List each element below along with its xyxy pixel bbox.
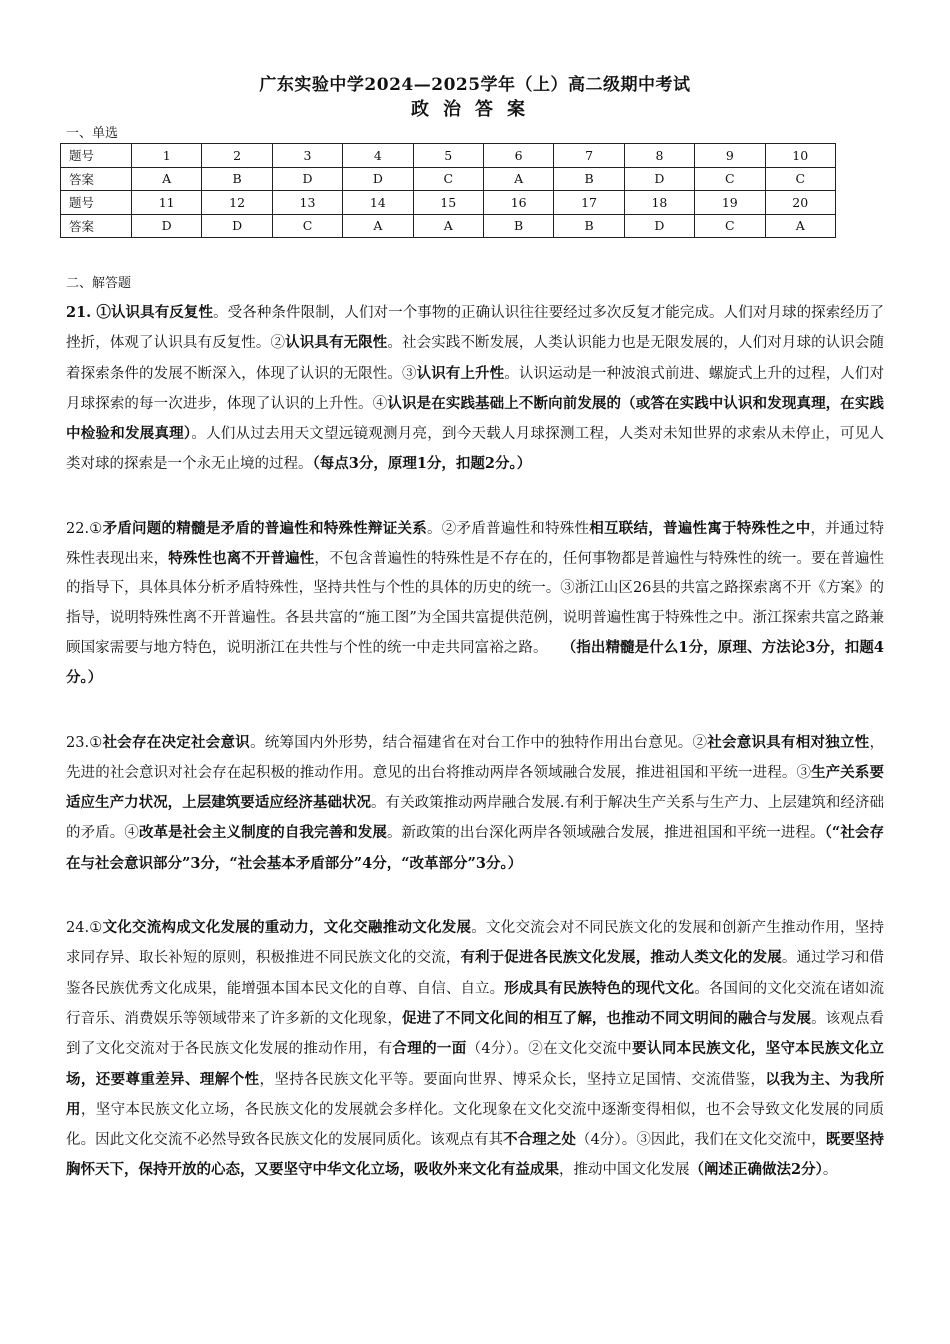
answer-21-text: 认识具有反复性 xyxy=(110,304,214,321)
page-title: 广东实验中学2024—2025学年（上）高二级期中考试 xyxy=(259,75,691,95)
answer-cell: B xyxy=(202,167,272,191)
answer-22 xyxy=(66,514,884,694)
answer-23-text: ，先进的社会意识对社会存在起积极的推动作用。意见的出台将推动两岸各领域融合发展，推进祖国和平统一进程。③ xyxy=(66,734,885,781)
answer-24-text: 以我为主、为我所用 xyxy=(66,1070,885,1118)
question-number: 2 xyxy=(202,144,272,168)
answer-22-text: 矛盾问题的精髓是矛盾的普遍性和特殊性辩证关系 xyxy=(102,519,428,537)
answer-24-text: 。通过学习和借鉴各民族优秀文化成果，能增强本国本民文化的自尊、自信、自立。 xyxy=(66,950,885,997)
table-row xyxy=(61,191,836,215)
question-number: 8 xyxy=(624,144,694,168)
question-number: 1 xyxy=(132,144,202,168)
answer-24-text: 。该观点看到了文化交流对于各民族文化发展的推动作用，有 xyxy=(66,1010,885,1058)
answer-23-text: 改革是社会主义制度的自我完善和发展 xyxy=(138,824,387,842)
answer-cell: C xyxy=(413,167,483,191)
answer-24-text: 文化交流构成文化发展的重动力，文化交融推动文化发展 xyxy=(102,919,472,937)
answer-cell: C xyxy=(695,214,765,238)
answer-21-text: 认识具有无限性 xyxy=(285,334,388,352)
answer-21-text: 。认识运动是一种波浪式前进、螺旋式上升的过程，人们对月球探索的每一次进步，体现了认识的上升性。④ xyxy=(66,365,885,412)
question-number: 4 xyxy=(343,144,413,168)
question-number: 3 xyxy=(272,144,342,168)
answer-23 xyxy=(66,728,884,879)
answer-24-text: 既要坚持胸怀天下，保持开放的心态，又要坚守中华文化立场，吸收外来文化有益成果 xyxy=(66,1131,884,1179)
answer-key-table xyxy=(60,143,836,238)
answer-21-text: 21. ① xyxy=(66,304,111,321)
answer-cell: D xyxy=(624,214,694,238)
answer-24-text: ，推动中国文化发展 xyxy=(559,1162,690,1179)
answer-cell: D xyxy=(132,214,202,238)
answer-24-text: （4分）。②在文化交流中 xyxy=(466,1041,633,1058)
question-number: 14 xyxy=(343,191,413,215)
answer-cell: B xyxy=(483,214,553,238)
question-number: 18 xyxy=(624,191,694,215)
answer-cell: D xyxy=(202,214,272,238)
answer-cell: C xyxy=(695,167,765,191)
answer-24-text: （4分）。③因此，我们在文化交流中， xyxy=(576,1132,826,1149)
page-subtitle: 政治答案 xyxy=(411,99,539,120)
answer-21-text: 。社会实践不断发展，人类认识能力也是无限发展的，人们对月球的认识会随着探索条件的发展不断深入，体现了认识的无限性。③ xyxy=(66,335,885,382)
row-label-answer: 答案 xyxy=(61,167,132,191)
essay-answers xyxy=(66,298,884,1186)
answer-24-text: 形成具有民族特色的现代文化 xyxy=(504,979,695,997)
answer-23-text: 生产关系要适应生产力状况，上层建筑要适应经济基础状况 xyxy=(66,763,884,812)
answer-22-text: ，不包含普遍性的特殊性是不存在的，任何事物都是普遍性与特殊性的统一。要在普遍性的指导下，具体具体分析矛盾特殊性，坚持共性与个性的具体的历史的统一。③浙江山区26县的共富之路探索离不开《方案》的指导，说明特殊性离不开普遍性。各县共富的“施工图”为全国共富提供范例，说明普遍性寓于特殊性之中。浙江探索共富之路兼顾国家需要与地方特色，说明浙江在共性与个性的统一中走共同富裕之路。 xyxy=(66,551,885,656)
answer-24-text: ，坚守本民族文化立场，各民族文化的发展就会多样化。文化现象在文化交流中逐渐变得相似，也不会导致文化发展的同质化。因此文化交流不必然导致各民族文化的发展同质化。该观点有其 xyxy=(66,1101,885,1149)
answer-cell: A xyxy=(483,167,553,191)
answer-cell: B xyxy=(554,214,624,238)
answer-23-text: 社会意识具有相对独立性 xyxy=(707,733,870,751)
question-number: 13 xyxy=(272,191,342,215)
answer-22-text: 22.① xyxy=(66,520,103,537)
answer-cell: A xyxy=(413,214,483,238)
question-number: 15 xyxy=(413,191,483,215)
answer-21-text: 。受各种条件限制，人们对一个事物的正确认识往往要经过多次反复才能完成。人们对月球的探索经历了挫折，体观了认识具有反复性。② xyxy=(66,305,885,352)
question-number: 9 xyxy=(695,144,765,168)
answer-cell: B xyxy=(554,167,624,191)
answer-21-scoring: （每点3分，原理1分，扣题2分。） xyxy=(312,455,532,473)
section-single-choice-label: 一、单选 xyxy=(66,126,119,141)
answer-24-text: 不合理之处 xyxy=(503,1131,577,1149)
question-number: 12 xyxy=(202,191,272,215)
question-number: 17 xyxy=(554,191,624,215)
answer-cell: D xyxy=(343,167,413,191)
answer-24-text: 有利于促进各民族文化发展，推动人类文化的发展 xyxy=(460,949,782,967)
answer-cell: A xyxy=(132,167,202,191)
answer-cell: A xyxy=(343,214,413,238)
answer-22-text: ，并通过特殊性表现出来， xyxy=(66,520,885,568)
question-number: 16 xyxy=(483,191,553,215)
answer-24-text: 要认同本民族文化，坚守本民族文化立场，还要尊重差异、理解个性 xyxy=(66,1040,884,1088)
question-number: 5 xyxy=(413,144,483,168)
answer-cell: C xyxy=(272,214,342,238)
answer-22-text: 相互联结，普遍性寓于特殊性之中 xyxy=(589,519,811,537)
row-label-answer: 答案 xyxy=(61,214,132,238)
question-number: 11 xyxy=(132,191,202,215)
answer-24-text: 合理的一面 xyxy=(392,1040,467,1058)
table-row xyxy=(61,144,836,168)
answer-23-text: 。有关政策推动两岸融合发展.有利于解决生产关系与生产力、上层建筑和经济础的矛盾。④ xyxy=(66,795,885,842)
question-number: 10 xyxy=(765,144,835,168)
answer-cell: C xyxy=(765,167,835,191)
table-row xyxy=(61,167,836,191)
answer-22-text: 。②矛盾普遍性和特殊性 xyxy=(427,520,590,537)
answer-21 xyxy=(66,298,884,480)
question-number: 19 xyxy=(695,191,765,215)
answer-21-text: 认识有上升性 xyxy=(416,364,505,382)
answer-23-text: 。新政策的出台深化两岸各领域融合发展，推进祖国和平统一进程。 xyxy=(386,825,825,842)
question-number: 7 xyxy=(554,144,624,168)
answer-24-scoring: （阐述正确做法2分） xyxy=(689,1161,823,1179)
answer-21-text: 认识是在实践基础上不断向前发展的（或答在实践中认识和发现真理，在实践中检验和发展真理） xyxy=(66,394,885,443)
row-label-question: 题号 xyxy=(61,144,132,168)
answer-cell: D xyxy=(272,167,342,191)
answer-23-scoring: （“社会存在与社会意识部分”3分，“社会基本矛盾部分”4分，“改革部分”3分。） xyxy=(66,824,885,872)
answer-22-scoring: （指出精髓是什么1分，原理、方法论3分，扣题4分。） xyxy=(66,638,885,687)
answer-21-text: 。人们从过去用天文望远镜观测月亮，到今天载人月球探测工程，人类对未知世界的求索从未停止，可见人类对球的探索是一个永无止境的过程。 xyxy=(66,426,884,473)
answer-cell: D xyxy=(624,167,694,191)
table-row xyxy=(61,214,836,238)
answer-24-text: 24.① xyxy=(66,920,103,937)
answer-24 xyxy=(66,913,884,1186)
answer-cell: A xyxy=(765,214,835,238)
answer-24-text: 。各国间的文化交流在诸如流行音乐、消费娱乐等领域带来了许多新的文化现象， xyxy=(66,980,885,1027)
answer-22-text: 特殊性也离不开普遍性 xyxy=(168,550,315,568)
answer-23-text: 。统筹国内外形势，结合福建省在对台工作中的独特作用出台意见。② xyxy=(250,734,708,751)
answer-24-text: 。文化交流会对不同民族文化的发展和创新产生推动作用，坚持求同存异、取长补短的原则，积极推进不同民族文化的交流， xyxy=(66,920,884,967)
answer-23-text: 23.① xyxy=(66,734,103,751)
answer-24-text: 促进了不同文化间的相互了解，也推动不同文明间的融合与发展 xyxy=(402,1009,812,1027)
question-number: 20 xyxy=(765,191,835,215)
section-essay-label: 二、解答题 xyxy=(66,276,132,291)
answer-24-text: 。 xyxy=(822,1162,838,1179)
answer-23-text: 社会存在决定社会意识 xyxy=(102,733,251,751)
answer-24-text: ，坚持各民族文化平等。要面向世界、博采众长，坚持立足国情、交流借鉴， xyxy=(259,1071,766,1088)
row-label-question: 题号 xyxy=(61,191,132,215)
question-number: 6 xyxy=(483,144,553,168)
